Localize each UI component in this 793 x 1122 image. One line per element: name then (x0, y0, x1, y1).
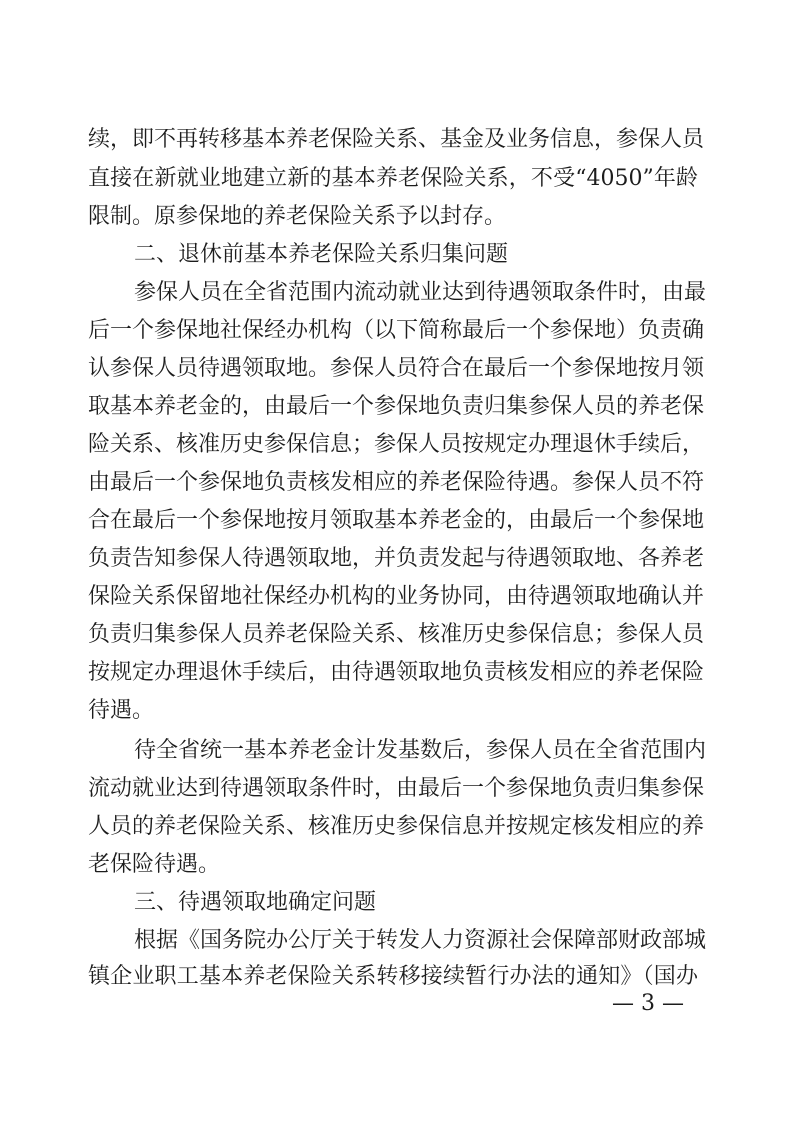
body-line: 取基本养老金的，由最后一个参保地负责归集参保人员的养老保 (88, 394, 705, 419)
section-heading-3: 三、待遇领取地确定问题 (134, 890, 377, 915)
body-line: 限制。原参保地的养老保险关系予以封存。 (88, 204, 507, 229)
body-line: 镇企业职工基本养老保险关系转移接续暂行办法的通知》（国办 (88, 964, 698, 989)
body-line: 认参保人员待遇领取地。参保人员符合在最后一个参保地按月领 (88, 356, 705, 381)
body-line: 保险关系保留地社保经办机构的业务协同，由待遇领取地确认并 (88, 584, 705, 609)
body-line: 流动就业达到待遇领取条件时，由最后一个参保地负责归集参保 (88, 776, 705, 801)
body-line: 人员的养老保险关系、核准历史参保信息并按规定核发相应的养 (88, 814, 705, 839)
body-line: 负责归集参保人员养老保险关系、核准历史参保信息；参保人员 (88, 622, 705, 647)
body-line: 负责告知参保人待遇领取地，并负责发起与待遇领取地、各养老 (88, 546, 705, 571)
body-line: 后一个参保地社保经办机构（以下简称最后一个参保地）负责确 (88, 318, 705, 343)
body-line: 参保人员在全省范围内流动就业达到待遇领取条件时，由最 (134, 280, 707, 305)
section-heading-2: 二、退休前基本养老保险关系归集问题 (134, 242, 509, 267)
body-line: 险关系、核准历史参保信息；参保人员按规定办理退休手续后， (88, 432, 705, 457)
body-line: 待全省统一基本养老金计发基数后，参保人员在全省范围内 (134, 738, 707, 763)
body-line: 根据《国务院办公厅关于转发人力资源社会保障部财政部城 (134, 928, 707, 953)
body-line: 待遇。 (88, 698, 155, 723)
body-line: 续，即不再转移基本养老保险关系、基金及业务信息，参保人员 (88, 127, 705, 152)
body-line: 由最后一个参保地负责核发相应的养老保险待遇。参保人员不符 (88, 470, 705, 495)
body-line: 按规定办理退休手续后，由待遇领取地负责核发相应的养老保险 (88, 660, 705, 685)
body-line: 合在最后一个参保地按月领取基本养老金的，由最后一个参保地 (88, 508, 705, 533)
body-line: 老保险待遇。 (88, 852, 221, 877)
body-line: 直接在新就业地建立新的基本养老保险关系，不受“4050”年龄 (88, 166, 698, 191)
page-number: — 3 — (612, 991, 684, 1016)
